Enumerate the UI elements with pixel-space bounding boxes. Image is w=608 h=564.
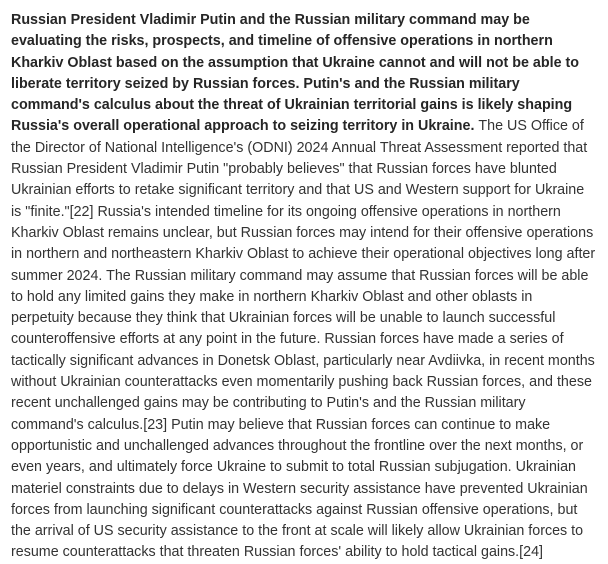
article-lead-summary: Russian President Vladimir Putin and the Russian military command may be evaluating the risks, prospects, and timeline of offensive operations in northern Kharkiv Oblast based on the assumption that Ukraine cannot and will not be able to liberate territory seized by Russian forces. Putin's and the Russian military command's calculus about the threat of Ukrainian territorial gains is likely shaping Russia's overall operational approach to seizing territory in Ukraine. (11, 12, 579, 135)
article-body-text: The US Office of the Director of National Intelligence's (ODNI) 2024 Annual Threat Assessment reported that Russian President Vladimir Putin "probably believes" that Russian forces have blunted Ukrainian efforts to retake significant territory and that US and Western support for Ukraine is "finite."[22] Russia's intended timeline for its ongoing offensive operations in northern Kharkiv Oblast remains unclear, but Russian forces may intend for their offensive operations in northern and northeastern Kharkiv Oblast to achieve their operational objectives long after summer 2024. The Russian military command may assume that Russian forces will be able to hold any limited gains they make in northern Kharkiv Oblast and other oblasts in perpetuity because they think that Ukrainian forces will be unable to launch successful counteroffensive efforts at any point in the future. Russian forces have made a series of tactically significant advances in Donetsk Oblast, particularly near Avdiivka, in recent months without Ukrainian counterattacks even momentarily pushing back Russian forces, and these recent unchallenged gains may be contributing to Putin's and the Russian military command's calculus.[23] Putin may believe that Russian forces can continue to make opportunistic and unchallenged advances throughout the frontline over the next months, or even years, and ultimately force Ukraine to submit to total Russian subjugation. Ukrainian materiel constraints due to delays in Western security assistance have prevented Ukrainian forces from launching significant counterattacks against Russian offensive operations, but the arrival of US security assistance to the front at scale will likely allow Ukrainian forces to resume counterattacks that threaten Russian forces' ability to hold tactical gains.[24] (11, 118, 596, 561)
